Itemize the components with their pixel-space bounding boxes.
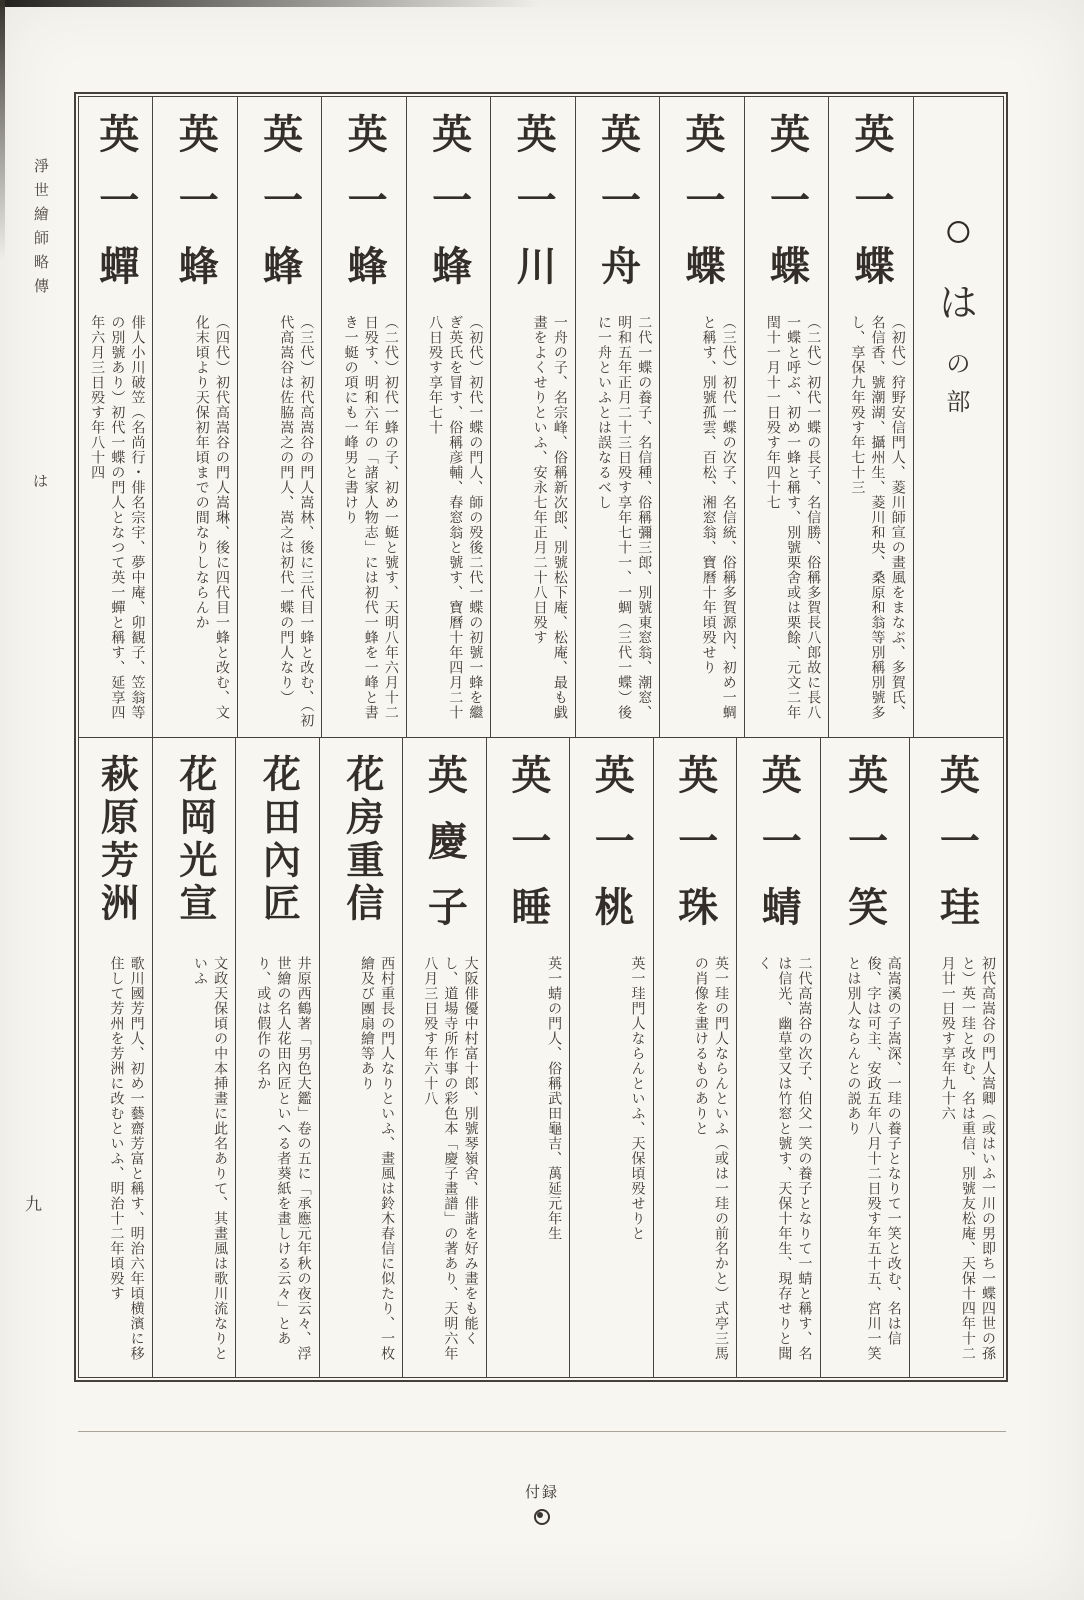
entry-cell	[152, 97, 236, 737]
artist-bio: 二代一蝶の養子、名信種、俗稱彌三郎、別號東窓翁、潮窓、明和五年正月二十三日殁す享年七十一、一蜩（三代一蝶）後に一舟といふとは誤なるべし	[595, 315, 652, 720]
artist-name: 英一蜂	[173, 113, 219, 311]
artist-name: 英一蜂	[426, 113, 472, 311]
entry-cell	[653, 738, 736, 1378]
artist-bio: （初代）狩野安信門人、菱川師宣の畫風をまなぶ、多賀氏、名信香、號潮湖、攝州生、菱川和央、桑原和翁等別稱別號多し、享保九年殁す年七十三	[849, 315, 905, 720]
section-kana: は	[939, 283, 978, 325]
table-row-bottom	[79, 738, 1003, 1378]
artist-bio: 英一蜻の門人、俗稱武田龜吉、萬延元年生	[546, 955, 562, 1241]
artist-name: 花田內匠	[256, 753, 299, 926]
artist-name: 英一蝶	[764, 113, 810, 311]
entry-cell	[736, 738, 819, 1378]
artist-name: 英一蜻	[756, 753, 802, 952]
artist-bio: 井原西鶴著「男色大鑑」卷の五に「承應元年秋の夜云々、浮世繪の名人花田內匠といへる者葵紙を畫しける云々」とあり、或は假作の名か	[255, 955, 311, 1361]
artist-name: 英一蝶	[680, 113, 726, 311]
artist-bio: 俳人小川破笠（名尚行・俳名宗宇、夢中庵、卯観子、笠翁等の別號あり）初代一蝶の門人となつて英一蟬と稱す、延享四年六月三日殁す年八十四	[89, 315, 145, 720]
artist-name: 英一蟬	[93, 113, 139, 311]
artist-name: 英一蜂	[257, 113, 303, 311]
footer-divider	[78, 1431, 1006, 1432]
artist-name: 英一珪	[934, 753, 980, 952]
artist-name: 英一蝶	[848, 113, 894, 311]
artist-name: 英慶子	[422, 753, 468, 952]
entry-cell	[319, 738, 402, 1378]
artist-bio: 一舟の子、名宗峰、俗稱新次郎、別號松下庵、松庵、最も戯畫をよくせりといふ、安永七年正月二十八日殁す	[531, 315, 567, 720]
footer-label: 付録	[524, 1485, 559, 1501]
entry-cell	[486, 738, 569, 1378]
section-no: の	[946, 352, 971, 378]
biography-table-inner	[78, 96, 1004, 1378]
artist-bio: （二代）初代一蝶の長子、名信勝、俗稱多賀長八郎故に長八一蝶と呼ぶ、初め一蜂と稱す、別號栗舍或は栗餘、元文二年閏十一月十一日殁す年四十七	[764, 315, 821, 720]
scan-edge-smudge-left	[0, 0, 5, 260]
artist-bio: 高嵩溪の子嵩深、一珪の養子となりて一笑と改む、名は信俊、字は可主、安政五年八月十二日殁す年五十五、宮川一笑とは別人ならんとの説あり	[845, 955, 901, 1361]
entry-cell	[659, 97, 743, 737]
entry-cell	[744, 97, 828, 737]
entry-cell	[569, 738, 652, 1378]
artist-bio: 英一珪門人ならんといふ、天保頃殁せりと	[629, 955, 645, 1241]
artist-bio: （初代）初代一蝶の門人、師の殁後二代一蝶の初號一蜂を繼ぎ英氏を冒す、俗稱彦輔、春窓翁と號す、寶曆十年四月二十八日殁す享年七十	[427, 315, 483, 720]
entry-cell	[152, 738, 235, 1378]
artist-bio: （三代）初代一蝶の次子、名信統、俗稱多賀源內、初め一蜩と稱す、別號孤雲、百松、湘窓翁、寶曆十年頃殁せり	[700, 315, 736, 720]
artist-bio: 大阪俳優中村富十郎、別號琴嶺舍、俳諧を好み畫をも能くし、道場寺所作事の彩色本「慶子畫譜」の著あり、天明六年八月三日殁す年六十八	[422, 955, 478, 1361]
entry-cell	[575, 97, 659, 737]
section-bu: 部	[946, 390, 971, 416]
artist-bio: （四代）初代高嵩谷の門人嵩琳、後に四代目一蜂と改む、文化末頃より天保初年頃までの間なりしならんか	[193, 315, 229, 720]
section-header-cell	[913, 97, 1003, 737]
artist-bio: （二代）初代一蜂の子、初め一蜓と號す、天明八年六月十二日殁す、明和六年の「諸家人物志」には初代一蜂を一峰と書き一蜓の項にも一峰男と書けり	[342, 315, 398, 720]
entry-cell	[235, 738, 318, 1378]
artist-name: 花房重信	[339, 753, 382, 926]
artist-name: 英一珠	[672, 753, 718, 952]
entry-cell	[828, 97, 912, 737]
artist-name: 英一睡	[505, 753, 551, 952]
artist-bio: 英一珪の門人ならんといふ（或は一珪の前名かと）式亭三馬の肖像を畫けるものありと	[692, 955, 729, 1361]
entry-cell	[79, 738, 152, 1378]
entry-cell	[490, 97, 574, 737]
page-footer	[0, 1481, 1084, 1525]
entry-cell	[820, 738, 909, 1378]
running-title: 淨世繪師略傳	[32, 158, 48, 302]
artist-name: 花岡光宣	[172, 753, 215, 926]
artist-bio: 初代高嵩谷の門人嵩卿（或はいふ一川の男即ち一蝶四世の孫と）英一珪と改む、名は重信、別號友松庵、天保十四年十二月廿一日殁す享年九十六	[939, 955, 995, 1361]
biography-table	[74, 92, 1008, 1382]
entry-cell	[237, 97, 321, 737]
table-row-top	[79, 97, 1003, 738]
artist-bio: 文政天保頃の中本挿畫に此名ありて、其畫風は歌川流なりといふ	[191, 955, 228, 1361]
section-kana-marker: は	[33, 474, 49, 490]
artist-name: 萩原芳洲	[94, 753, 137, 926]
artist-name: 英一蜂	[342, 113, 388, 311]
bullseye-dot-icon	[534, 1509, 550, 1525]
entry-cell	[321, 97, 405, 737]
scan-edge-smudge	[0, 0, 540, 7]
artist-name: 英一笑	[842, 753, 888, 952]
artist-bio: 西村重長の門人なりといふ、畫風は鈴木春信に似たり、一枚繪及び團扇繪等あり	[358, 955, 395, 1361]
artist-bio: 歌川國芳門人、初め一藝齋芳富と稱す、明治六年頃横濱に移住して芳州を芳洲に改むといふ、明治十二年頃殁す	[108, 955, 144, 1361]
entry-cell	[909, 738, 1003, 1378]
artist-name: 英一桃	[589, 753, 635, 952]
entry-cell	[402, 738, 485, 1378]
section-header	[914, 97, 1003, 415]
entry-cell	[406, 97, 490, 737]
artist-name: 英一舟	[595, 113, 641, 311]
artist-name: 英一川	[511, 113, 557, 311]
entry-cell	[79, 97, 152, 737]
artist-bio: （三代）初代高嵩谷の門人嵩林、後に三代目一蜂と改む、（初代高嵩谷は佐脇嵩之の門人、嵩之は初代一蝶の門人なり）	[278, 315, 314, 728]
artist-bio: 二代高嵩谷の次子、伯父一笑の養子となりて一蜻と稱す、名は信光、幽草堂又は竹窓と號す、天保十年生、現存せりと聞く	[756, 955, 812, 1361]
page-number: 九	[25, 1195, 42, 1214]
section-circle-mark: ○	[943, 202, 974, 258]
